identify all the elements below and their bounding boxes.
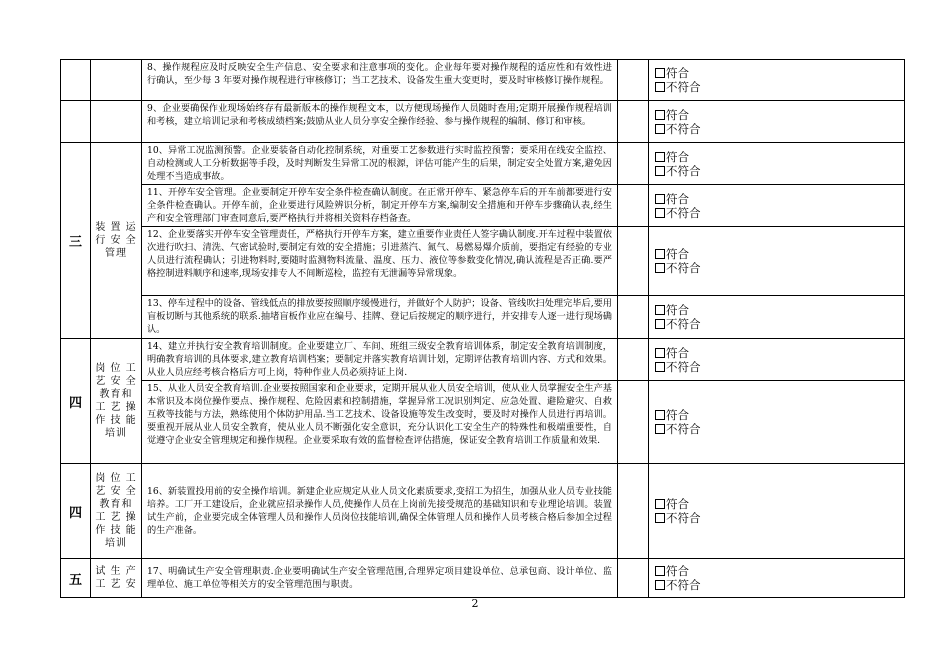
blank-cell bbox=[618, 339, 649, 381]
item-9-text: 9、企业要确保作业现场始终存有最新版本的操作规程文本，以方便现场操作人员随时查用;定期开展操作规程培训和考核，建立培训记录和考核成绩档案;鼓励从业人员分享安全操作经验、参与操作规程的编制、修订和审核。 bbox=[147, 103, 612, 127]
item-12-text: 12、企业要落实开停车安全管理责任，严格执行开停车方案，建立重要作业责任人签字确认制度.开车过程中装置依次进行吹扫、清洗、气密试验时,要制定有效的安全措施；引进蒸汽、氮气、易燃易爆介质前，要指定有经验的专业人员进行流程确认；引进物料时,要随时监测物料流量、温度、压力、液位等参数变化情况,确认流程是否正确.要严格控制进料顺序和速率,现场安排专人不间断巡检，监控有无泄漏等异常现象。 bbox=[147, 229, 612, 279]
nonconform-option[interactable]: 不符合 bbox=[655, 164, 904, 178]
section-category: 试 生 产 工 艺 安 bbox=[91, 559, 142, 598]
compliance-cell bbox=[649, 296, 905, 339]
compliance-cell bbox=[649, 185, 905, 227]
blank-cell bbox=[618, 296, 649, 339]
checkbox-icon[interactable] bbox=[655, 348, 665, 358]
item-text bbox=[142, 296, 618, 339]
checkbox-icon[interactable] bbox=[655, 263, 665, 273]
compliance-cell bbox=[649, 339, 905, 381]
table-row bbox=[61, 227, 905, 296]
item-text bbox=[142, 464, 618, 559]
item-13-text: 13、停车过程中的设备、管线低点的排放要按照顺序缓慢进行，并做好个人防护；设备、管线吹扫处理完毕后,要用盲板切断与其他系统的联系.抽堵盲板作业应在编号、挂牌、登记后按规定的顺序进行，并安排专人逐一进行现场确认。 bbox=[147, 298, 612, 335]
item-8-text: 8、操作规程应及时反映安全生产信息、安全要求和注意事项的变化。企业每年要对操作规程的适应性和有效性进行确认，至少每 3 年要对操作规程进行审核修订；当工艺技术、设备发生重大变更时，要及时审核修订操作规程。 bbox=[147, 62, 612, 86]
table-row bbox=[61, 296, 905, 339]
item-10-text: 10、异常工况监测预警。企业要装备自动化控制系统，对重要工艺参数进行实时监控预警；要采用在线安全监控、自动检测或人工分析数据等手段，及时判断发生异常工况的根源，评估可能产生的后果，制定安全处置方案,避免因处理不当造成事故。 bbox=[147, 145, 612, 182]
checkbox-icon[interactable] bbox=[655, 410, 665, 420]
section-category-cell bbox=[91, 60, 142, 101]
nonconform-option[interactable]: 不符合 bbox=[655, 578, 904, 592]
item-15-text: 15、从业人员安全教育培训.企业要按照国家和企业要求，定期开展从业人员安全培训，使从业人员掌握安全生产基本常识及本岗位操作要点、操作规程、危险因素和控制措施，掌握异常工况识别判定、应急处置、避险避灾、自救互救等技能与方法，熟练使用个体防护用品.当工艺技术、设备设施等发生改变时，要及时对操作人员进行再培训。要重视开展从业人员安全教育，使从业人员不断强化安全意识，充分认识化工安全生产的特殊性和极端重要性，自觉遵守企业安全管理规定和操作规程。企业要采取有效的监督检查评估措施，保证安全教育培训工作质量和效果. bbox=[147, 383, 612, 446]
item-text bbox=[142, 381, 618, 464]
item-text bbox=[142, 339, 618, 381]
compliance-cell bbox=[649, 227, 905, 296]
conform-option[interactable]: 符合 bbox=[655, 564, 904, 578]
checkbox-icon[interactable] bbox=[655, 110, 665, 120]
checkbox-icon[interactable] bbox=[655, 362, 665, 372]
checkbox-icon[interactable] bbox=[655, 82, 665, 92]
checkbox-icon[interactable] bbox=[655, 152, 665, 162]
item-11-text: 11、开停车安全管理。企业要制定开停车安全条件检查确认制度。在正常开停车、紧急停车后的开车前都要进行安全条件检查确认。开停车前，企业要进行风险辨识分析，制定开停车方案,编制安全措施和开停车步骤确认表,经生产和安全管理部门审查同意后,要严格执行并将相关资料存档备查。 bbox=[147, 187, 612, 224]
table-row bbox=[61, 339, 905, 381]
checkbox-icon[interactable] bbox=[655, 305, 665, 315]
nonconform-option[interactable]: 不符合 bbox=[655, 206, 904, 220]
nonconform-option[interactable]: 不符合 bbox=[655, 360, 904, 374]
section-category: 岗 位 工 艺 安 全 教育和 工 艺 操 作 技 能 培训 bbox=[91, 464, 142, 559]
conform-option[interactable]: 符合 bbox=[655, 150, 904, 164]
item-text bbox=[142, 60, 618, 101]
conform-option[interactable]: 符合 bbox=[655, 192, 904, 206]
nonconform-option[interactable]: 不符合 bbox=[655, 80, 904, 94]
section-category: 装 置 运 行 安 全 管理 bbox=[91, 143, 142, 339]
compliance-cell bbox=[649, 101, 905, 143]
section-number: 四 bbox=[61, 339, 91, 464]
checkbox-icon[interactable] bbox=[655, 124, 665, 134]
conform-option[interactable]: 符合 bbox=[655, 66, 904, 80]
blank-cell bbox=[618, 60, 649, 101]
table-row bbox=[61, 464, 905, 559]
blank-cell bbox=[618, 101, 649, 143]
checkbox-icon[interactable] bbox=[655, 208, 665, 218]
conform-option[interactable]: 符合 bbox=[655, 497, 904, 511]
checkbox-icon[interactable] bbox=[655, 566, 665, 576]
section-number-cell bbox=[61, 101, 91, 143]
item-17-text: 17、明确试生产安全管理职责.企业要明确试生产安全管理范围,合理界定项目建设单位、总承包商、设计单位、监理单位、施工单位等相关方的安全管理范围与职责。 bbox=[147, 566, 612, 590]
checkbox-icon[interactable] bbox=[655, 194, 665, 204]
blank-cell bbox=[618, 559, 649, 598]
table-row bbox=[61, 60, 905, 101]
section-number: 四 bbox=[61, 464, 91, 559]
compliance-cell bbox=[649, 60, 905, 101]
conform-option[interactable]: 符合 bbox=[655, 247, 904, 261]
nonconform-option[interactable]: 不符合 bbox=[655, 422, 904, 436]
compliance-cell bbox=[649, 381, 905, 464]
item-text bbox=[142, 227, 618, 296]
nonconform-option[interactable]: 不符合 bbox=[655, 122, 904, 136]
table-row bbox=[61, 101, 905, 143]
item-text bbox=[142, 143, 618, 185]
blank-cell bbox=[618, 227, 649, 296]
table-row bbox=[61, 185, 905, 227]
conform-option[interactable]: 符合 bbox=[655, 346, 904, 360]
conform-option[interactable]: 符合 bbox=[655, 108, 904, 122]
item-text bbox=[142, 185, 618, 227]
section-category-cell bbox=[91, 101, 142, 143]
nonconform-option[interactable]: 不符合 bbox=[655, 317, 904, 331]
blank-cell bbox=[618, 143, 649, 185]
item-text bbox=[142, 101, 618, 143]
checkbox-icon[interactable] bbox=[655, 513, 665, 523]
checkbox-icon[interactable] bbox=[655, 249, 665, 259]
nonconform-option[interactable]: 不符合 bbox=[655, 261, 904, 275]
checkbox-icon[interactable] bbox=[655, 319, 665, 329]
blank-cell bbox=[618, 185, 649, 227]
item-text bbox=[142, 559, 618, 598]
section-category: 岗 位 工 艺 安 全 教育和 工 艺 操 作 技 能 培训 bbox=[91, 339, 142, 464]
item-16-text: 16、新装置投用前的安全操作培训。新建企业应规定从业人员文化素质要求,变招工为招生，加强从业人员专业技能培养。工厂开工建设后，企业就应招录操作人员,使操作人员在上岗前先接受规范的基础知识和专业理论培训。装置试生产前，企业要完成全体管理人员和操作人员岗位技能培训,确保全体管理人员和操作人员考核合格后参加全过程的生产准备。 bbox=[147, 486, 612, 536]
checkbox-icon[interactable] bbox=[655, 499, 665, 509]
item-14-text: 14、建立并执行安全教育培训制度。企业要建立厂、车间、班组三级安全教育培训体系，制定安全教育培训制度，明确教育培训的具体要求,建立教育培训档案；要制定并落实教育培训计划，定期评估教育培训内容、方式和效果。从业人员应经考核合格后方可上岗，特种作业人员必须持证上岗. bbox=[147, 341, 612, 378]
page-number: 2 bbox=[471, 597, 479, 610]
table-row bbox=[61, 559, 905, 598]
nonconform-option[interactable]: 不符合 bbox=[655, 511, 904, 525]
checkbox-icon[interactable] bbox=[655, 424, 665, 434]
conform-option[interactable]: 符合 bbox=[655, 303, 904, 317]
section-number: 五 bbox=[61, 559, 91, 598]
blank-cell bbox=[618, 464, 649, 559]
blank-cell bbox=[618, 381, 649, 464]
conform-option[interactable]: 符合 bbox=[655, 408, 904, 422]
checklist-table bbox=[60, 59, 905, 598]
compliance-cell bbox=[649, 559, 905, 598]
table-row bbox=[61, 143, 905, 185]
section-number: 三 bbox=[61, 143, 91, 339]
checkbox-icon[interactable] bbox=[655, 68, 665, 78]
checkbox-icon[interactable] bbox=[655, 580, 665, 590]
section-number-cell bbox=[61, 60, 91, 101]
compliance-cell bbox=[649, 464, 905, 559]
compliance-cell bbox=[649, 143, 905, 185]
table-row bbox=[61, 381, 905, 464]
checkbox-icon[interactable] bbox=[655, 166, 665, 176]
